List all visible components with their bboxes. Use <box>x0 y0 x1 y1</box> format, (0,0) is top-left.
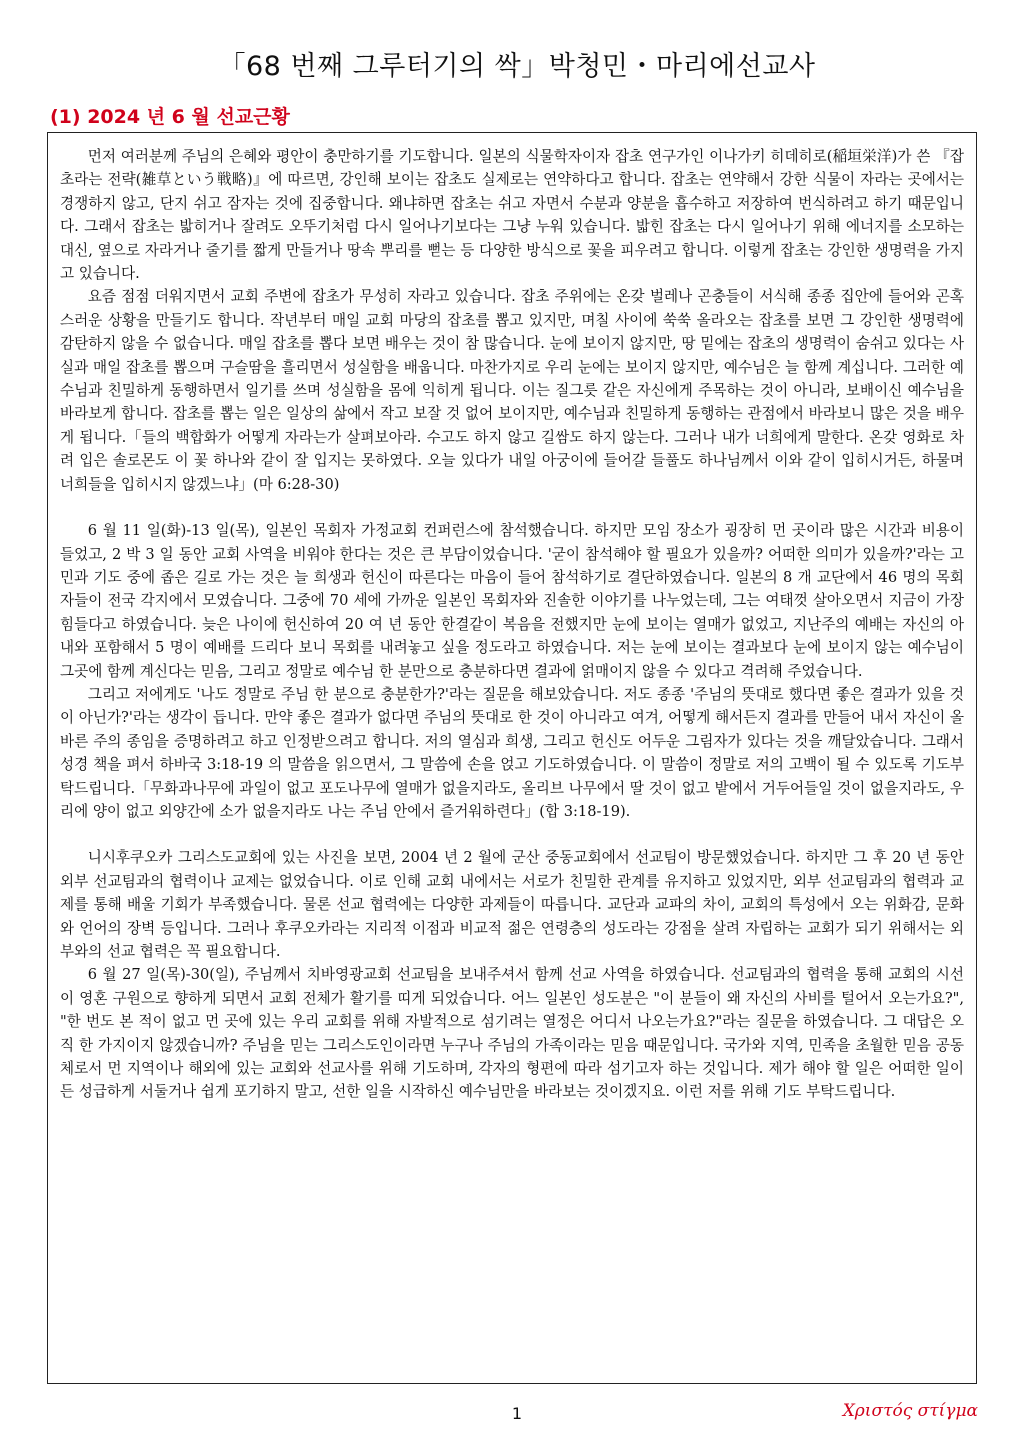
paragraph-spacer <box>60 496 964 519</box>
paragraph-reflection: 그리고 저에게도 '나도 정말로 주님 한 분으로 충분한가?'라는 질문을 해보았습니다. 저도 종종 '주님의 뜻대로 했다면 좋은 결과가 있을 것이 아닌가?'라는 생각이 듭니다. 만약 좋은 결과가 없다면 주님의 뜻대로 한 것이 아니라고 여겨, 어떻게 해서든지 결과를 만들어 내서 자신이 올바른 주의 종임을 증명하려고 하고 인정받으려고 합니다. 저의 열심과 희생, 그리고 헌신도 어두운 그림자가 있다는 것을 깨달았습니다. 그래서 성경 책을 펴서 하바국 3:18-19 의 말씀을 읽으면서, 그 말씀에 손을 얹고 기도하였습니다. 이 말씀이 정말로 저의 고백이 될 수 있도록 기도부탁드립니다.「무화과나무에 과일이 없고 포도나무에 열매가 없을지라도, 올리브 나무에서 딸 것이 없고 밭에서 거두어들일 것이 없을지라도, 우리에 양이 없고 외양간에 소가 없을지라도 나는 주님 안에서 즐거워하련다」(합 3:18-19). <box>60 685 964 820</box>
paragraph-weeds-intro: 먼저 여러분께 주님의 은혜와 평안이 충만하기를 기도합니다. 일본의 식물학자이자 잡초 연구가인 이나가키 히데히로(稲垣栄洋)가 쓴 『잡초라는 전략(雑草という戦略)』에 따르면, 강인해 보이는 잡초도 실제로는 연약하다고 합니다. 잡초는 연약해서 강한 식물이 자라는 곳에서는 경쟁하지 않고, 단지 쉬고 잠자는 것에 집중합니다. 왜냐하면 잡초는 쉬고 자면서 수분과 양분을 흡수하고 저장하여 번식하려고 하기 때문입니다. 그래서 잡초는 밟히거나 잘려도 오뚜기처럼 다시 일어나기보다는 그냥 누워 있습니다. 밟힌 잡초는 다시 일어나기 위해 에너지를 소모하는 대신, 옆으로 자라거나 줄기를 짧게 만들거나 땅속 뿌리를 뻗는 등 다양한 방식으로 꽃을 피우려고 합니다. 이렇게 잡초는 강인한 생명력을 가지고 있습니다. <box>60 148 964 283</box>
paragraph-fukuoka: 니시후쿠오카 그리스도교회에 있는 사진을 보면, 2004 년 2 월에 군산 중동교회에서 선교팀이 방문했었습니다. 하지만 그 후 20 년 동안 외부 선교팀과의 협력이나 교제는 없었습니다. 이로 인해 교회 내에서는 서로가 친밀한 관계를 유지하고 있었지만, 외부 선교팀과의 협력과 교제를 통해 배울 기회가 부족했습니다. 물론 선교 협력에는 다양한 과제들이 따릅니다. 교단과 교파의 차이, 교회의 특성에서 오는 위화감, 문화와 언어의 장벽 등입니다. 그러나 후쿠오카라는 지리적 이점과 비교적 젊은 연령층의 성도라는 강점을 살려 자립하는 교회가 되기 위해서는 외부와의 선교 협력은 꼭 필요합니다. <box>60 849 964 960</box>
paragraph-mission-team: 6 월 27 일(목)-30(일), 주님께서 치바영광교회 선교팀을 보내주셔서 함께 선교 사역을 하였습니다. 선교팀과의 협력을 통해 교회의 시선이 영혼 구원으로 향하게 되면서 교회 전체가 활기를 띠게 되었습니다. 어느 일본인 성도분은 "이 분들이 왜 자신의 사비를 털어서 오는가요?", "한 번도 본 적이 없고 먼 곳에 있는 우리 교회를 위해 자발적으로 섬기려는 열정은 어디서 나오는가요?"라는 질문을 하였습니다. 그 대답은 오직 한 가지이지 않겠습니까? 주님을 믿는 그리스도인이라면 누구나 주님의 가족이라는 믿음 때문입니다. 국가와 지역, 민족을 초월한 믿음 공동체로서 먼 지역이나 해외에 있는 교회와 선교사를 위해 기도하며, 각자의 형편에 따라 섬기고자 하는 것입니다. 제가 해야 할 일은 어떠한 일이든 성급하게 서둘거나 쉽게 포기하지 말고, 선한 일을 시작하신 예수님만을 바라보는 것이겠지요. 이런 저를 위해 기도 부탁드립니다. <box>60 966 964 1101</box>
paragraph-church-weeds: 요즘 점점 더워지면서 교회 주변에 잡초가 무성히 자라고 있습니다. 잡초 주위에는 온갖 벌레나 곤충들이 서식해 종종 집안에 들어와 곤혹스러운 상황을 만들기도 합니다. 작년부터 매일 교회 마당의 잡초를 뽑고 있지만, 며칠 사이에 쑥쑥 올라오는 잡초를 보면 그 강인한 생명력에 감탄하지 않을 수 없습니다. 매일 잡초를 뽑다 보면 배우는 것이 참 많습니다. 눈에 보이지 않지만, 땅 밑에는 잡초의 생명력이 숨쉬고 있다는 사실과 매일 잡초를 뽑으며 구슬땀을 흘리면서 성실함을 배웁니다. 마찬가지로 우리 눈에는 보이지 않지만, 예수님은 늘 함께 계십니다. 그러한 예수님과 친밀하게 동행하면서 일기를 쓰며 성실함을 몸에 익히게 됩니다. 이는 질그릇 같은 자신에게 주목하는 것이 아니라, 보배이신 예수님을 바라보게 합니다. 잡초를 뽑는 일은 일상의 삶에서 작고 보잘 것 없어 보이지만, 예수님과 친밀하게 동행하는 관점에서 바라보니 많은 것을 배우게 됩니다.「들의 백합화가 어떻게 자라는가 살펴보아라. 수고도 하지 않고 길쌈도 하지 않는다. 그러나 내가 너희에게 말한다. 온갖 영화로 차려 입은 솔로몬도 이 꽃 하나와 같이 잘 입지는 못하였다. 오늘 있다가 내일 아궁이에 들어갈 들풀도 하나님께서 이와 같이 입히시거든, 하물며 너희들을 입히시지 않겠느냐」(마 6:28-30) <box>60 288 964 493</box>
page-number: 1 <box>511 1404 523 1423</box>
footer-logo-text: Χριστός στίγμα <box>842 1401 978 1421</box>
section-heading: (1) 2024 년 6 월 선교근황 <box>50 106 290 128</box>
paragraph-conference: 6 월 11 일(화)-13 일(목), 일본인 목회자 가정교회 컨퍼런스에 참석했습니다. 하지만 모임 장소가 굉장히 먼 곳이라 많은 시간과 비용이 들었고, 2 박 3 일 동안 교회 사역을 비워야 한다는 것은 큰 부담이었습니다. '굳이 참석해야 할 필요가 있을까? 어떠한 의미가 있을까?'라는 고민과 기도 중에 좁은 길로 가는 것은 늘 희생과 헌신이 따른다는 마음이 들어 참석하기로 결단하였습니다. 일본의 8 개 교단에서 46 명의 목회자들이 전국 각지에서 모였습니다. 그중에 70 세에 가까운 일본인 목회자와 진솔한 이야기를 나누었는데, 그는 여태껏 살아오면서 지금이 가장 힘들다고 하였습니다. 늦은 나이에 헌신하여 20 여 년 동안 한결같이 복음을 전했지만 눈에 보이는 열매가 없었고, 지난주의 예배는 자신의 아내와 포함해서 5 명이 예배를 드리다 보니 목회를 내려놓고 싶을 정도라고 하였습니다. 저는 눈에 보이는 결과보다 눈에 보이지 않는 예수님이 그곳에 함께 계신다는 믿음, 그리고 정말로 예수님 한 분만으로 충분하다면 결과에 얽매이지 않을 수 있다고 격려해 주었습니다. <box>60 522 964 680</box>
paragraph-spacer <box>60 823 964 846</box>
content-box <box>47 132 977 1384</box>
page-title: 「68 번째 그루터기의 싹」박청민・마리에선교사 <box>218 51 816 82</box>
